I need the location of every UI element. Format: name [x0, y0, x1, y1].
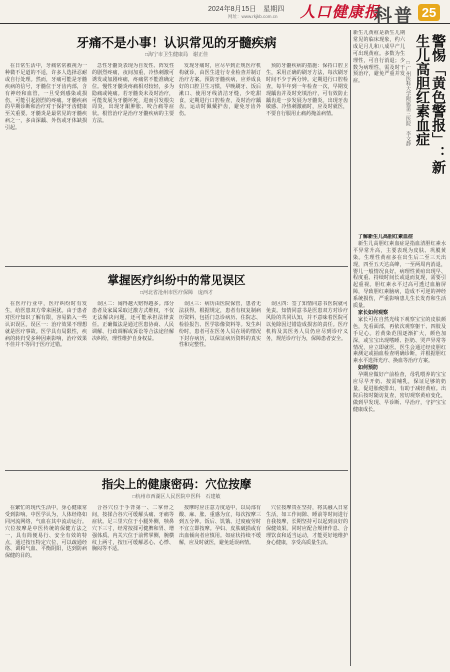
article-column: 在繁忙的现代生活中，身心健康常受到影响。中医学认为，人体经络如同河流网络，气血在其中流动运行。穴位按摩是中医传统的保健方法之一，具有简便易行、安全有效的特点，通过按压特定穴位，可以疏通经络、调和气血、平衡阴阳，达到防病保健的目的。 [5, 505, 87, 560]
article-column: 合谷穴位于手背第一、二掌骨之间，按揉合谷穴可缓解头痛、牙痛等症状。足三里穴位于小腿外侧，犊鼻穴下三寸，经常按揉可健脾和胃、增强体质。内关穴位于前臂掌侧，腕横纹上两寸，按压可缓解恶心、心悸、胸闷等不适。 [92, 505, 174, 553]
website-url: 网址：www.rkjkb.com.cn [228, 14, 278, 19]
article-column: 了解新生儿高胆红素血症 新生儿高胆红素血症是指血清胆红素水平异常升高，主要表现为皮肤、巩膜黄染。生理性黄疸多在出生后二至三天出现，四至五天达高峰，一至两周内消退，婴儿一般情况良好。病理性黄疸出现早、程度重、持续时间长或退而复现，需要引起重视。胆红素水平过高可透过血脑屏障，导致胆红素脑病，造成不可逆的神经系统损伤，严重影响患儿生长发育和生活质量。 家长如何观察 家长可在自然光线下观察宝宝的皮肤颜色，先看面部，再依次观察躯干、四肢及手足心。若黄染范围逐渐扩大，颜色加深，或宝宝出现嗜睡、拒奶、哭声异常等情况，应立即就医。医生会通过经皮胆红素测定或抽血检查明确诊断，并根据胆红素水平选择光疗、换血等治疗方案。 如何预防 孕期应做好产前检查，母乳喂养的宝宝应尽早开奶、按需哺乳，保证足够的奶量，促进胎便排出，有助于减轻黄疸。出院后按时随访复查，密切观察黄疸变化，做到早发现、早诊断、早治疗，守护宝宝健康成长。 [353, 234, 446, 413]
article-column: 新生儿黄疸是新生儿期常见的临床现象，约六成足月儿和八成早产儿可出现黄疸。多数为生理性，可自行消退；少数为病理性，需及时干预治疗，避免严重并发症。 [353, 30, 405, 85]
section-divider [5, 470, 348, 471]
article-byline: □海宁市卫生健康局 谢正佳 [144, 52, 209, 58]
masthead [0, 0, 450, 27]
section-title: 科普 [374, 6, 414, 27]
article-column: 误区二：闹得越大赔得越多。部分患者及家属采取过激方式维权，不仅无法解决问题，还可能承担法律责任。正确做法是通过医患协商、人民调解、行政调解或诉讼等合法途径解决纠纷，理性维护自身权益。 [92, 301, 174, 342]
article-column: 按摩时应注意力度适中，以局部有酸、麻、胀、重感为宜，每次按摩三到五分钟。饭后、饥饿、过度疲劳时不宜立即按摩。孕妇、皮肤破损或有出血倾向者应慎用。如症状持续不缓解，应及时就医，避免延误病情。 [179, 505, 261, 546]
article-column: 穴位按摩贵在坚持，将其融入日常生活，如工作间隙、睡前等时间进行自我按摩，长期坚持可以起到良好的保健效果。同时应配合规律作息、合理饮食和适当运动，才能更好地维护身心健康，享受高质量生活。 [266, 505, 348, 546]
article-column: 误区三：病历由医院保管，患者无法获得。根据规定，患者有权复制病历资料，包括门急诊病历、住院志、检验报告、医学影像资料等。发生纠纷时，患者可在医务人员在场的情况下封存病历，以保证病历资料的真实性和完整性。 [179, 301, 261, 349]
article-headline: 牙痛不是小事！认识常见的牙髓疾病 [76, 35, 277, 50]
article-column: 急性牙髓炎表现为自发性、阵发性的剧烈疼痛，夜间加重，冷热刺激可诱发或加剧疼痛，疼痛常不能准确定位。慢性牙髓炎疼痛相对较轻，多为隐痛或钝痛。若牙髓炎未及时治疗，可能发展为牙髓坏死，进而引发根尖周炎，出现牙龈肿胀、咬合痛等症状。根管治疗是治疗牙髓疾病的主要方法。 [92, 63, 174, 125]
article-subheading: 如何预防 [358, 365, 379, 372]
article-medical-dispute [5, 272, 348, 467]
article-column: 预防牙髓疾病的措施：保持口腔卫生，采用正确的刷牙方法，每次刷牙时间不少于两分钟。定期进行口腔检查，每半年到一年检查一次，早期发现龋齿并及时充填治疗，可有效防止龋齿进一步发展为牙髓炎。出现牙齿敏感、冷热刺激痛时，应及时就医，不要自行服用止痛药掩盖病情。 [266, 63, 348, 118]
article-headline: 警惕「黄色警报」：新生儿高胆红素血症 [414, 34, 446, 174]
article-byline: □杭州市西湖区人民医院中医科 石建敏 [132, 494, 221, 500]
article-neonatal-jaundice [353, 30, 446, 666]
article-dental-pulp [5, 33, 348, 263]
article-column: 在日常生活中，牙痛常常被视为一种微不足道的不适，许多人选择忍耐或自行处理。然而，牙痛可能是牙髓疾病的信号，牙髓位于牙齿内部，含有神经和血管，一旦受到感染或损伤，可能引起剧烈的疼痛。牙髓疾病的早期诊断和治疗对于保护牙齿健康至关重要。牙髓炎是最常见的牙髓疾病之一，多由深龋、外伤或牙体缺损引起。 [5, 63, 87, 132]
article-subheading: 了解新生儿高胆红素血症 [358, 234, 414, 240]
column-divider [350, 30, 351, 666]
article-acupressure [5, 476, 348, 666]
article-headline: 指尖上的健康密码：穴位按摩 [101, 477, 252, 491]
newspaper-logo: 人口健康报 [300, 3, 381, 21]
article-byline: □河北省沧州市医疗保障 庞西才 [139, 290, 214, 296]
article-column: 发现牙痛时，应尽早到正规医疗机构就诊，由医生进行专业检查并制订治疗方案。预防牙髓疾病，应养成良好的口腔卫生习惯，早晚刷牙、饭后漱口、使用牙线清洁牙缝，少吃甜食，定期进行口腔检查，及时治疗龋齿。运动时佩戴护齿，避免牙齿外伤。 [179, 63, 261, 118]
article-column: 误区四：签了知情同意书医院就可免责。知情同意书是医患双方对诊疗风险的共同认知，并不意味着医院可以免除因过错造成损害的责任。医疗机构及其医务人员仍应尽到诊疗义务，规范诊疗行为，保障患者安全。 [266, 301, 348, 342]
article-byline: □广州医科大学附属第三医院 李文静 [405, 60, 411, 146]
article-headline: 掌握医疗纠纷中的常见误区 [107, 273, 246, 287]
article-column: 在医疗行业中，医疗纠纷时有发生，给医患双方带来困扰。由于患者对医疗知识了解有限，容易陷入一些认识误区。误区一：治疗效果不理想就是医疗事故。医学具有局限性，疾病的转归受多种因素影响，治疗效果不佳并不等同于医疗过错。 [5, 301, 87, 349]
section-divider [5, 266, 348, 267]
page-number-badge: 25 [418, 4, 440, 21]
issue-date: 2024年8月15日 星期四 [208, 6, 285, 13]
article-subheading: 家长如何观察 [358, 309, 389, 316]
